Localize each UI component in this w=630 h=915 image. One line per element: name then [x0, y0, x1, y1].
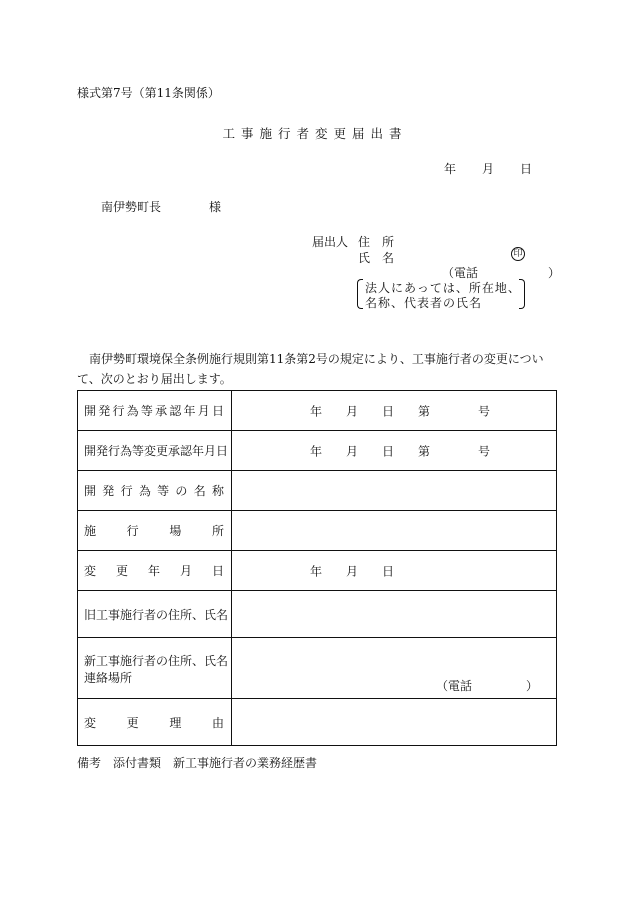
- table-row: [78, 471, 557, 511]
- label-char: 為: [138, 484, 151, 498]
- corporate-note: [357, 279, 525, 309]
- table-row: [78, 431, 557, 471]
- label-char: 変: [84, 715, 97, 730]
- label-char: 等: [157, 484, 170, 498]
- date-year: 年: [444, 162, 457, 176]
- year-unit: 年: [310, 404, 323, 418]
- go-unit: 号: [478, 404, 491, 418]
- label-char: 称: [211, 484, 224, 498]
- label-char: 月: [179, 564, 192, 578]
- new-contractor-phone: [436, 677, 538, 694]
- label-char: 開: [84, 484, 97, 498]
- label-char: 施: [84, 524, 97, 538]
- seal-mark: 印: [511, 247, 525, 261]
- label-char: 理: [169, 715, 182, 730]
- approval-date-field[interactable]: [232, 391, 557, 431]
- address-label: 住 所: [358, 235, 395, 249]
- label-construction-site: [78, 511, 232, 551]
- phone-label: （電話: [442, 266, 479, 280]
- table-row: [78, 511, 557, 551]
- table-row: [78, 591, 557, 638]
- go-unit: 号: [478, 444, 491, 458]
- bracket-left: [357, 279, 363, 309]
- year-unit: 年: [310, 564, 323, 578]
- recipient-name: 南伊勢町長: [101, 200, 162, 214]
- table-row: [78, 391, 557, 431]
- month-unit: 月: [346, 444, 359, 458]
- remark: 備考 添付書類 新工事施行者の業務経歴書: [77, 756, 318, 770]
- form-number: 様式第7号（第11条関係）: [77, 86, 220, 100]
- change-date-field[interactable]: [232, 551, 557, 591]
- date-month: 月: [482, 162, 495, 176]
- label-char: 名: [193, 484, 206, 498]
- day-unit: 日: [382, 564, 395, 578]
- phone-close: ）: [525, 679, 538, 693]
- construction-site-field[interactable]: [232, 511, 557, 551]
- dai-unit: 第: [418, 404, 431, 418]
- change-reason-field[interactable]: [232, 699, 557, 746]
- phone-close: ）: [548, 266, 561, 280]
- label-char: 変: [84, 564, 97, 578]
- label-change-date: [78, 551, 232, 591]
- recipient: [101, 198, 221, 215]
- day-unit: 日: [382, 444, 395, 458]
- label-char: 月: [197, 404, 210, 418]
- label-char: 認: [169, 404, 182, 418]
- label-development-name: [78, 471, 232, 511]
- day-unit: 日: [382, 404, 395, 418]
- old-contractor-field[interactable]: [232, 591, 557, 638]
- label-char: 日: [211, 564, 224, 578]
- month-unit: 月: [346, 404, 359, 418]
- label-char: 場: [169, 524, 182, 538]
- name-label: 氏 名: [358, 251, 395, 265]
- label-char: 発: [102, 484, 115, 498]
- corporate-note-line2: 名称、代表者の氏名: [365, 296, 483, 310]
- month-unit: 月: [346, 564, 359, 578]
- label-char: 年: [183, 404, 196, 418]
- label-char: 発: [98, 404, 111, 418]
- development-name-field[interactable]: [232, 471, 557, 511]
- label-change-approval-date: 開発行為等変更承認年月日: [78, 431, 232, 471]
- date-day: 日: [520, 162, 533, 176]
- label-approval-date: [78, 391, 232, 431]
- label-char: 年: [147, 564, 160, 578]
- label-char: 更: [115, 564, 128, 578]
- label-char: 開: [84, 404, 97, 418]
- change-approval-date-field[interactable]: [232, 431, 557, 471]
- label-char: 等: [140, 404, 153, 418]
- label-char: 日: [211, 404, 224, 418]
- label-char: 承: [155, 404, 168, 418]
- label-char: 由: [211, 715, 224, 730]
- applicant-label: 届出人: [312, 235, 349, 249]
- label-char: 更: [126, 715, 139, 730]
- label-char: 為: [126, 404, 139, 418]
- bracket-right: [519, 279, 525, 309]
- intro-text: 南伊勢町環境保全条例施行規則第11条第2号の規定により、工事施行者の変更について、次のとおり届出します。: [77, 352, 544, 386]
- table-row: [78, 551, 557, 591]
- label-new-contractor-line1: 新工事施行者の住所、氏名: [84, 654, 229, 668]
- label-char: 所: [211, 524, 224, 538]
- submission-date: [444, 160, 532, 177]
- label-char: の: [175, 484, 188, 498]
- notification-table: [77, 390, 557, 746]
- label-change-reason: [78, 699, 232, 746]
- phone-label: （電話: [435, 679, 472, 693]
- label-char: 行: [112, 404, 125, 418]
- year-unit: 年: [310, 444, 323, 458]
- label-new-contractor: [78, 638, 232, 699]
- new-contractor-field[interactable]: [232, 638, 557, 699]
- document-title: 工事施行者変更届出書: [222, 126, 408, 141]
- corporate-note-line1: 法人にあっては、所在地、: [365, 281, 521, 295]
- table-row: [78, 699, 557, 746]
- label-char: 行: [120, 484, 133, 498]
- dai-unit: 第: [418, 444, 431, 458]
- table-row: [78, 638, 557, 699]
- label-old-contractor: 旧工事施行者の住所、氏名: [78, 591, 232, 638]
- label-char: 行: [126, 524, 139, 538]
- label-new-contractor-line2: 連絡場所: [84, 671, 133, 685]
- recipient-honorific: 様: [209, 200, 222, 214]
